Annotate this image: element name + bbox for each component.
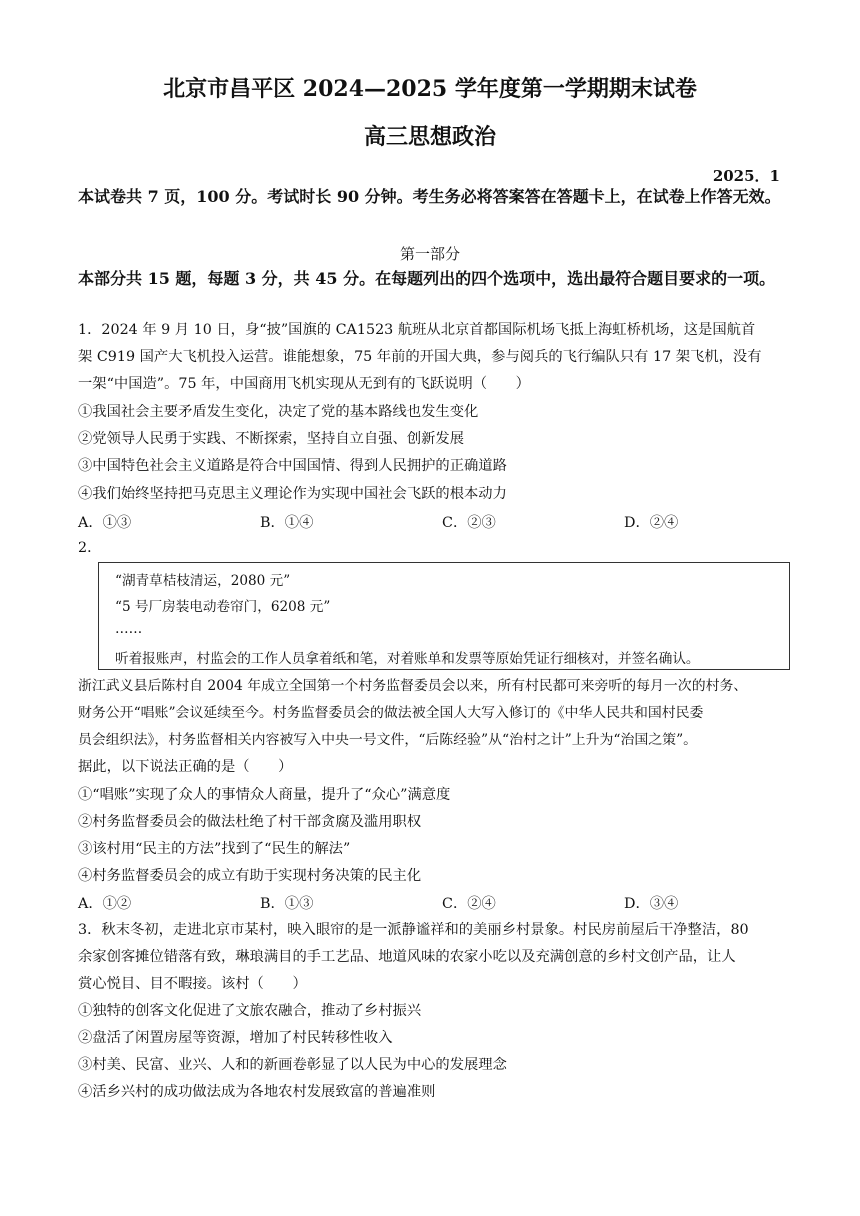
q1-option-d: D．②④	[624, 515, 679, 531]
q2-material-line: 听着报账声，村监会的工作人员拿着纸和笔，对着账单和发票等原始凭证行细核对，并签名确认。	[115, 651, 700, 667]
q3-statement: ②盘活了闲置房屋等资源，增加了村民转移性收入	[78, 1030, 393, 1046]
q2-option-a: A．①②	[78, 896, 132, 912]
exam-date: 2025．1	[712, 167, 780, 185]
q2-statement: ②村务监督委员会的做法杜绝了村干部贪腐及滥用职权	[78, 814, 422, 830]
q1-statement: ②党领导人民勇于实践、不断探索，坚持自立自强、创新发展	[78, 431, 465, 447]
exam-subject: 高三思想政治	[363, 124, 496, 150]
q2-number: 2．	[78, 540, 102, 556]
q2-statement: ①“唱账”实现了众人的事情众人商量，提升了“众心”满意度	[78, 787, 451, 803]
part1-instructions: 本部分共 15 题，每题 3 分，共 45 分。在每题列出的四个选项中，选出最符合题目要求的一项。	[78, 269, 776, 288]
q2-option-d: D．③④	[624, 896, 679, 912]
exam-title: 北京市昌平区 2024—2025 学年度第一学期期末试卷	[163, 76, 697, 102]
q2-statement: ③该村用“民主的方法”找到了“民生的解法”	[78, 841, 351, 857]
q1-statement: ①我国社会主要矛盾发生变化，决定了党的基本路线也发生变化	[78, 404, 479, 420]
q3-stem-line: 赏心悦目、目不暇接。该村（ ）	[78, 976, 307, 992]
q2-stem-line: 财务公开“唱账”会议延续至今。村务监督委员会的做法被全国人大写入修订的《中华人民共和国村民委	[78, 705, 704, 721]
q1-stem-line: 架 C919 国产大飞机投入运营。谁能想象，75 年前的开国大典，参与阅兵的飞行编队只有 17 架飞机，没有	[78, 349, 762, 365]
q2-material-line: ……	[115, 621, 143, 637]
q1-stem-line: 1．2024 年 9 月 10 日，身“披”国旗的 CA1523 航班从北京首都国际机场飞抵上海虹桥机场，这是国航首	[78, 322, 756, 338]
q2-material-line: “湖青草桔枝清运，2080 元”	[115, 573, 291, 589]
q1-stem-line: 一架“中国造”。75 年，中国商用飞机实现从无到有的飞跃说明（ ）	[78, 376, 530, 392]
q2-option-b: B．①③	[260, 896, 314, 912]
q3-statement: ④活乡兴村的成功做法成为各地农村发展致富的普遍准则	[78, 1084, 436, 1100]
q2-option-c: C．②④	[442, 896, 496, 912]
q1-option-a: A．①③	[78, 515, 132, 531]
q1-statement: ③中国特色社会主义道路是符合中国国情、得到人民拥护的正确道路	[78, 458, 507, 474]
part1-heading: 第一部分	[399, 245, 460, 263]
q2-material-line: “5 号厂房装电动卷帘门，6208 元”	[115, 599, 331, 615]
q3-statement: ③村美、民富、业兴、人和的新画卷彰显了以人民为中心的发展理念	[78, 1057, 507, 1073]
q1-statement: ④我们始终坚持把马克思主义理论作为实现中国社会飞跃的根本动力	[78, 486, 507, 502]
q3-stem-line: 3．秋末冬初，走进北京市某村，映入眼帘的是一派静谧祥和的美丽乡村景象。村民房前屋后干净整洁，80	[78, 922, 749, 938]
q3-statement: ①独特的创客文化促进了文旅农融合，推动了乡村振兴	[78, 1003, 422, 1019]
q2-stem-line: 员会组织法》，村务监督相关内容被写入中央一号文件，“后陈经验”从“治村之计”上升为“治国之策”。	[78, 732, 698, 748]
q3-stem-line: 余家创客摊位错落有致，琳琅满目的手工艺品、地道风味的农家小吃以及充满创意的乡村文创产品，让人	[78, 949, 736, 965]
q1-option-b: B．①④	[260, 515, 314, 531]
exam-instructions: 本试卷共 7 页，100 分。考试时长 90 分钟。考生务必将答案答在答题卡上，在试卷上作答无效。	[78, 187, 781, 206]
q2-statement: ④村务监督委员会的成立有助于实现村务决策的民主化	[78, 868, 422, 884]
q2-stem-line: 浙江武义县后陈村自 2004 年成立全国第一个村务监督委员会以来，所有村民都可来旁听的每月一次的村务、	[78, 678, 748, 694]
q2-material-box	[98, 562, 790, 670]
q2-stem-line: 据此，以下说法正确的是（ ）	[78, 759, 293, 775]
q1-option-c: C．②③	[442, 515, 496, 531]
